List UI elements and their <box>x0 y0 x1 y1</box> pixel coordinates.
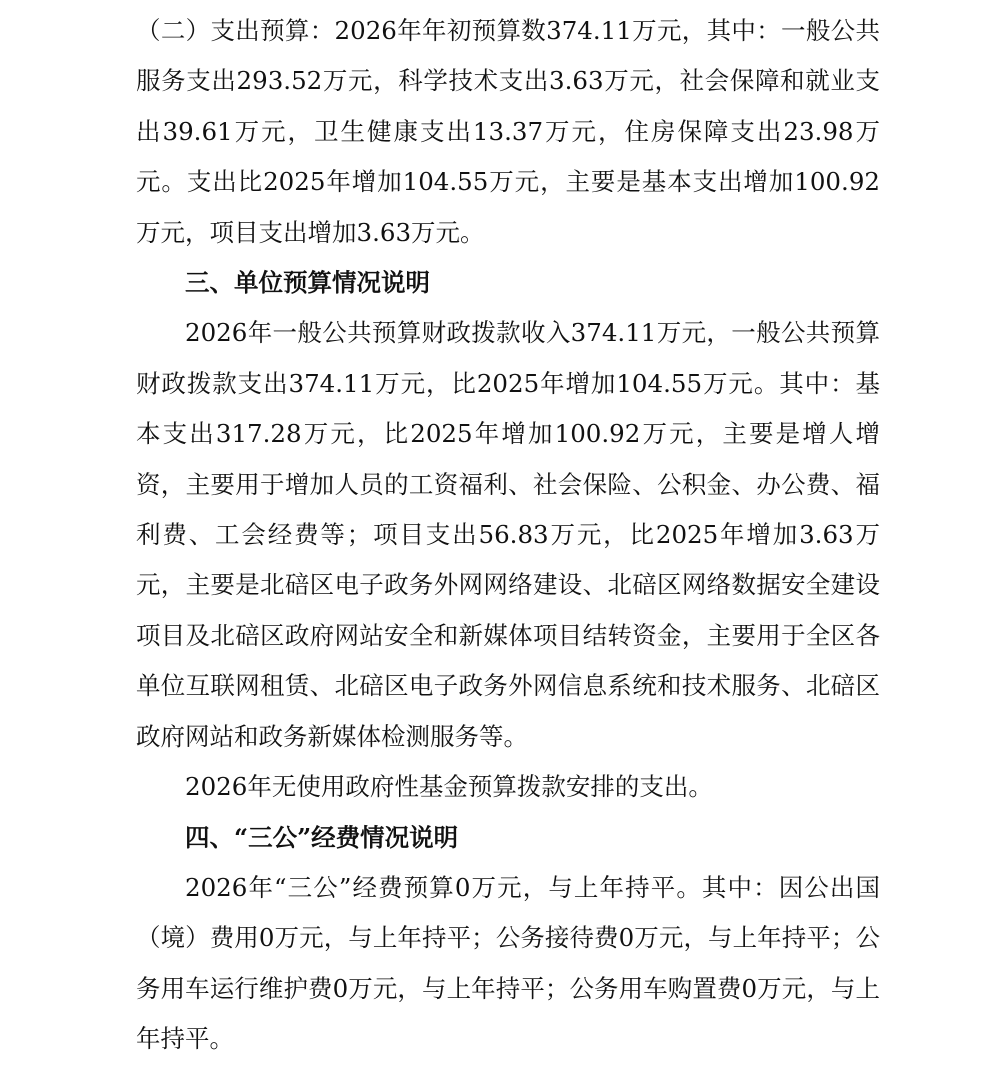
three-public-expenses-paragraph: 2026年“三公”经费预算0万元，与上年持平。其中：因公出国（境）费用0万元，与上年持平；公务接待费0万元，与上年持平；公务用车运行维护费0万元，与上年持平；公务用车购置费0万元，与上年持平。 <box>136 872 880 1054</box>
section-four-heading: 四、“三公”经费情况说明 <box>185 822 459 852</box>
gov-fund-paragraph: 2026年无使用政府性基金预算拨款安排的支出。 <box>185 772 713 802</box>
unit-budget-paragraph: 2026年一般公共预算财政拨款收入374.11万元，一般公共预算财政拨款支出374.11万元，比2025年增加104.55万元。其中：基本支出317.28万元，比2025年增加100.92万元，主要是增人增资，主要用于增加人员的工资福利、社会保险、公积金、办公费、福利费、工会经费等；项目支出56.83万元，比2025年增加3.63万元，主要是北碚区电子政务外网网络建设、北碚区网络数据安全建设项目及北碚区政府网站安全和新媒体项目结转资金，主要用于全区各单位互联网租赁、北碚区电子政务外网信息系统和技术服务、北碚区政府网站和政务新媒体检测服务等。 <box>136 318 880 751</box>
expenditure-budget-paragraph: （二）支出预算：2026年年初预算数374.11万元，其中：一般公共服务支出293.52万元，科学技术支出3.63万元，社会保障和就业支出39.61万元，卫生健康支出13.37万元，住房保障支出23.98万元。支出比2025年增加104.55万元，主要是基本支出增加100.92万元，项目支出增加3.63万元。 <box>136 16 880 247</box>
section-three-heading: 三、单位预算情况说明 <box>185 268 430 298</box>
document-page <box>136 6 880 1065</box>
